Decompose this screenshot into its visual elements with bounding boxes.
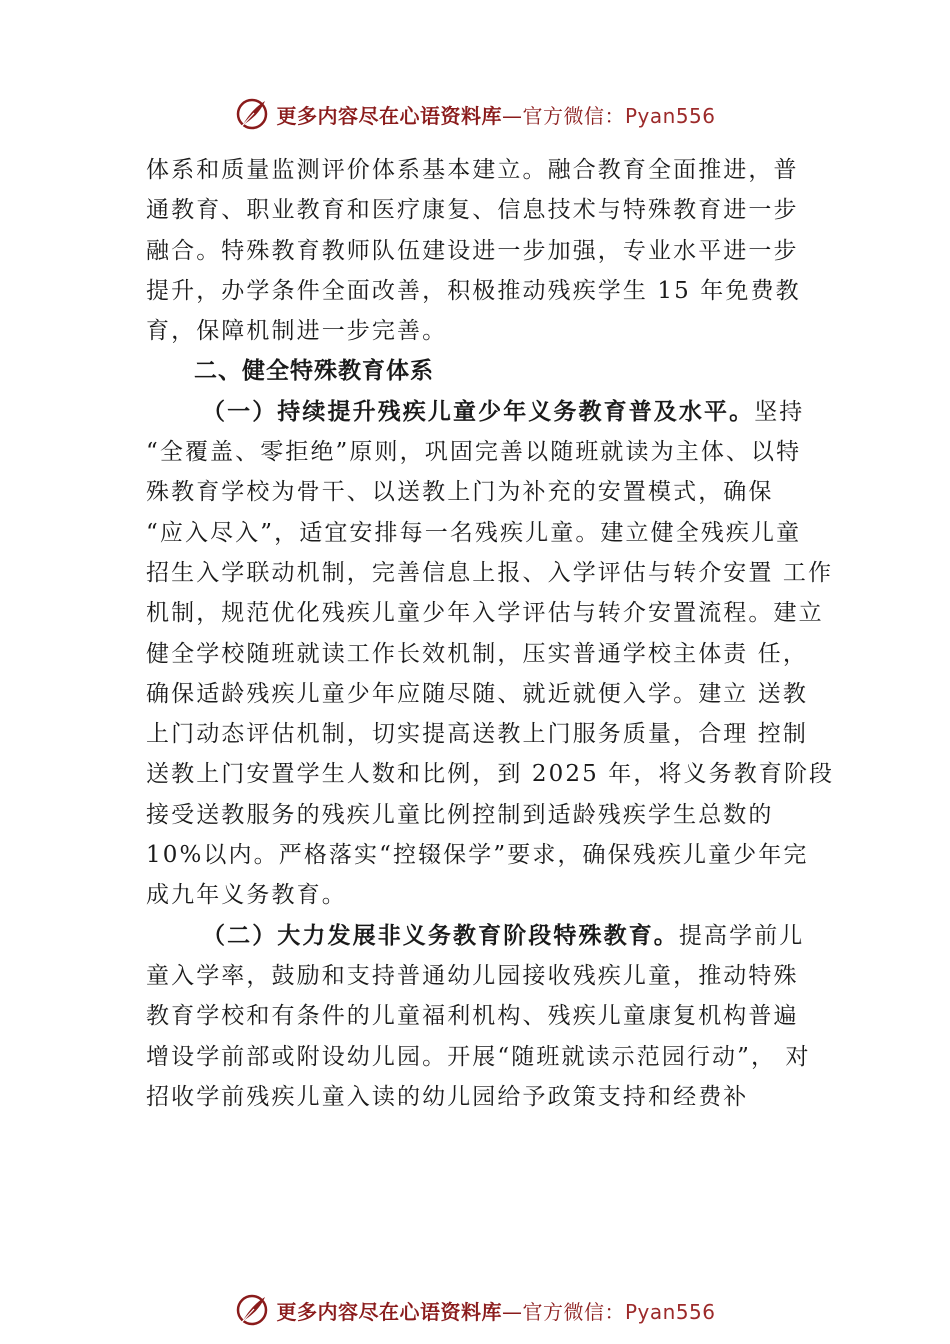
line-text: 增设学前部或附设幼儿园。开展“随班就读示范园行动”， 对 <box>146 1043 811 1070</box>
watermark-text <box>276 1296 715 1325</box>
header-watermark <box>0 94 950 134</box>
text-line <box>146 754 836 794</box>
feather-logo-icon <box>234 1292 270 1328</box>
text-line <box>146 472 836 512</box>
line-text: 招生入学联动机制，完善信息上报、入学评估与转介安置 工作 <box>146 559 834 586</box>
text-line <box>146 271 836 311</box>
line-text: 教育学校和有条件的儿童福利机构、残疾儿童康复机构普遍 <box>146 1003 799 1030</box>
line-text: “应入尽入”，适宜安排每一名残疾儿童。建立健全残疾儿童 <box>146 519 802 546</box>
text-line <box>146 795 836 835</box>
section-heading-text: 二、健全特殊教育体系 <box>194 358 434 385</box>
line-text: 成九年义务教育。 <box>146 882 347 909</box>
text-line <box>146 634 836 674</box>
subsection-title: （一）持续提升残疾儿童少年义务教育普及水平。 <box>202 397 755 425</box>
watermark-brand: 更多内容尽在心语资料库 <box>276 1299 502 1324</box>
text-line <box>146 875 836 915</box>
watermark-label: 官方微信： <box>522 1299 625 1324</box>
line-text: 接受送教服务的残疾儿童比例控制到适龄残疾学生总数的 <box>146 801 774 828</box>
text-line <box>146 996 836 1036</box>
footer-watermark <box>0 1290 950 1330</box>
text-line <box>146 190 836 230</box>
subsection-title: （二）大力发展非义务教育阶段特殊教育。 <box>202 921 679 949</box>
text-line <box>146 835 836 875</box>
text-line <box>146 714 836 754</box>
text-line <box>146 311 836 351</box>
text-line <box>146 150 836 190</box>
line-text: 通教育、职业教育和医疗康复、信息技术与特殊教育进一步 <box>146 197 799 224</box>
watermark-text <box>276 100 715 129</box>
feather-logo-icon <box>234 96 270 132</box>
line-text: 上门动态评估机制，切实提高送教上门服务质量，合理 控制 <box>146 721 809 748</box>
line-text: 童入学率，鼓励和支持普通幼儿园接收残疾儿童，推动特殊 <box>146 962 799 989</box>
text-line <box>146 432 836 472</box>
watermark-separator: — <box>501 1299 523 1324</box>
document-body <box>146 150 836 1117</box>
line-text: 10%以内。严格落实“控辍保学”要求，确保残疾儿童少年完 <box>146 842 809 869</box>
text-line <box>146 513 836 553</box>
watermark-brand: 更多内容尽在心语资料库 <box>276 103 502 128</box>
line-text: 健全学校随班就读工作长效机制，压实普通学校主体责 任， <box>146 640 809 667</box>
line-text: 送教上门安置学生人数和比例，到 2025 年，将义务教育阶段 <box>146 761 835 788</box>
text-line <box>146 593 836 633</box>
watermark-id: Pyan556 <box>624 1299 716 1324</box>
text-line <box>146 674 836 714</box>
line-text: 提升，办学条件全面改善，积极推动残疾学生 15 年免费教 <box>146 277 801 304</box>
line-text: “全覆盖、零拒绝”原则，巩固完善以随班就读为主体、以特 <box>146 439 802 466</box>
section-heading <box>146 351 836 391</box>
line-text: 体系和质量监测评价体系基本建立。融合教育全面推进，普 <box>146 157 799 183</box>
text-line <box>146 1077 836 1117</box>
line-text: 育，保障机制进一步完善。 <box>146 318 448 345</box>
line-text: 提高学前儿 <box>678 922 805 949</box>
text-line <box>146 231 836 271</box>
line-text: 坚持 <box>754 398 805 425</box>
text-line <box>146 553 836 593</box>
line-text: 招收学前残疾儿童入读的幼儿园给予政策支持和经费补 <box>146 1083 749 1110</box>
line-text: 机制，规范优化残疾儿童少年入学评估与转介安置流程。建立 <box>146 600 824 627</box>
text-line <box>146 956 836 996</box>
watermark-id: Pyan556 <box>624 103 716 128</box>
text-line <box>146 1037 836 1077</box>
watermark-separator: — <box>501 103 523 128</box>
subsection-line <box>146 392 836 432</box>
line-text: 确保适龄残疾儿童少年应随尽随、就近就便入学。建立 送教 <box>146 680 809 707</box>
line-text: 融合。特殊教育教师队伍建设进一步加强，专业水平进一步 <box>146 237 799 264</box>
subsection-line <box>146 916 836 956</box>
watermark-label: 官方微信： <box>522 103 625 128</box>
line-text: 殊教育学校为骨干、以送教上门为补充的安置模式，确保 <box>146 479 774 506</box>
